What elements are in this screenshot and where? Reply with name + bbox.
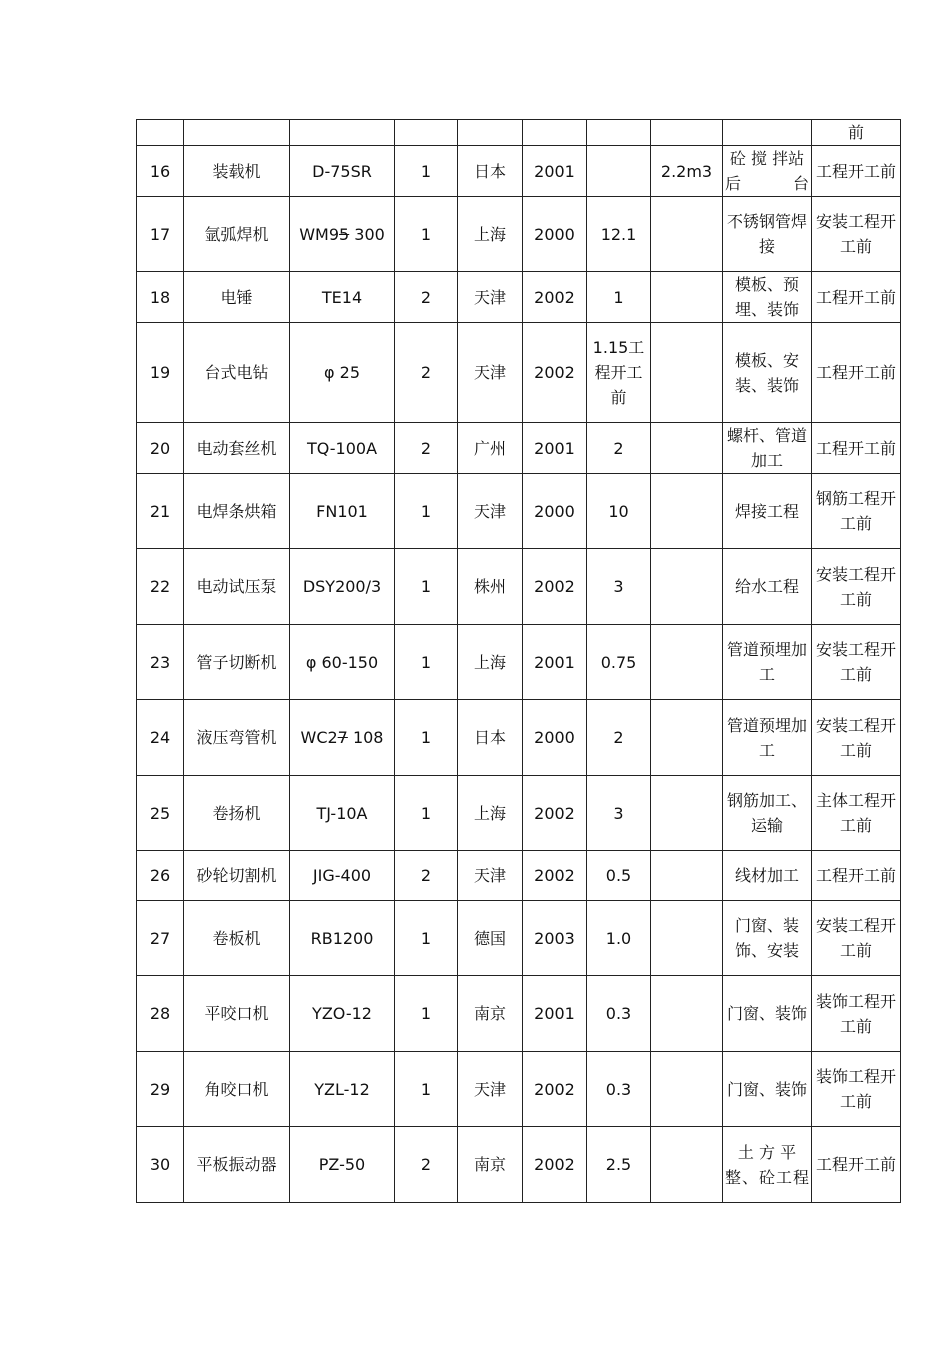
cell-usage: 焊接工程 (723, 474, 812, 549)
cell-model (290, 1127, 395, 1203)
cell-name: 电焊条烘箱 (184, 474, 290, 549)
cell-year: 2001 (523, 423, 587, 474)
cell-qty: 1 (395, 625, 458, 700)
cell-year: 2000 (523, 474, 587, 549)
cell-model (290, 272, 395, 323)
cell-model (290, 197, 395, 272)
cell-usage (723, 120, 812, 146)
cell-origin: 上海 (458, 625, 523, 700)
cell-no: 16 (137, 146, 184, 197)
cell-year: 2002 (523, 272, 587, 323)
cell-qty: 2 (395, 1127, 458, 1203)
cell-power: 1 (587, 272, 651, 323)
cell-year: 2002 (523, 549, 587, 625)
cell-origin: 天津 (458, 474, 523, 549)
model-strike-text: 7 (337, 728, 348, 747)
cell-origin: 南京 (458, 976, 523, 1052)
cell-year: 2002 (523, 323, 587, 423)
cell-capacity (651, 625, 723, 700)
cell-name: 电动套丝机 (184, 423, 290, 474)
table-row (137, 272, 901, 323)
model-text: PZ-50 (318, 1155, 366, 1174)
cell-usage: 模板、安装、装饰 (723, 323, 812, 423)
cell-no: 28 (137, 976, 184, 1052)
cell-power: 0.75 (587, 625, 651, 700)
cell-qty: 1 (395, 197, 458, 272)
cell-time: 工程开工前 (812, 851, 901, 901)
cell-name: 台式电钻 (184, 323, 290, 423)
cell-qty: 2 (395, 272, 458, 323)
table-row (137, 549, 901, 625)
cell-time: 钢筋工程开工前 (812, 474, 901, 549)
cell-name: 电锤 (184, 272, 290, 323)
cell-name: 平板振动器 (184, 1127, 290, 1203)
cell-no: 21 (137, 474, 184, 549)
model-text: WM9 (299, 224, 339, 244)
cell-name: 角咬口机 (184, 1052, 290, 1127)
cell-capacity (651, 474, 723, 549)
cell-model (290, 901, 395, 976)
cell-qty: 1 (395, 901, 458, 976)
cell-year: 2001 (523, 976, 587, 1052)
cell-year: 2002 (523, 776, 587, 851)
cell-time: 工程开工前 (812, 1127, 901, 1203)
cell-no: 20 (137, 423, 184, 474)
cell-name: 平咬口机 (184, 976, 290, 1052)
cell-name: 卷板机 (184, 901, 290, 976)
cell-qty: 2 (395, 851, 458, 901)
cell-usage: 砼 搅 拌站后台 (723, 146, 812, 197)
cell-year: 2002 (523, 851, 587, 901)
cell-time: 安装工程开工前 (812, 197, 901, 272)
cell-no (137, 120, 184, 146)
cell-power (587, 146, 651, 197)
model-text: FN101 (316, 501, 368, 521)
model-text: 300 (349, 224, 385, 244)
table-row (137, 146, 901, 197)
cell-usage: 模板、预埋、装饰 (723, 272, 812, 323)
cell-power: 2.5 (587, 1127, 651, 1203)
model-text: YZO-12 (312, 1004, 372, 1023)
cell-no: 25 (137, 776, 184, 851)
cell-origin: 株州 (458, 549, 523, 625)
table-row (137, 474, 901, 549)
cell-name: 砂轮切割机 (184, 851, 290, 901)
cell-year: 2002 (523, 1052, 587, 1127)
cell-model (290, 323, 395, 423)
model-text: TE14 (321, 287, 363, 307)
cell-time: 安装工程开工前 (812, 700, 901, 776)
cell-power: 0.3 (587, 976, 651, 1052)
cell-no: 27 (137, 901, 184, 976)
table-row (137, 976, 901, 1052)
cell-time: 前 (812, 120, 901, 146)
cell-usage: 门窗、装饰 (723, 976, 812, 1052)
model-text: RB1200 (310, 928, 374, 948)
cell-power: 0.5 (587, 851, 651, 901)
cell-power: 1.0 (587, 901, 651, 976)
equipment-table (136, 119, 901, 1203)
cell-name: 液压弯管机 (184, 700, 290, 776)
cell-no: 23 (137, 625, 184, 700)
table-row (137, 625, 901, 700)
cell-qty: 1 (395, 700, 458, 776)
cell-origin (458, 120, 523, 146)
cell-usage: 螺杆、管道加工 (723, 423, 812, 474)
cell-qty: 2 (395, 423, 458, 474)
model-strike-text: 5 (339, 224, 350, 244)
cell-name: 卷扬机 (184, 776, 290, 851)
cell-name: 氩弧焊机 (184, 197, 290, 272)
cell-time: 工程开工前 (812, 423, 901, 474)
cell-usage: 给水工程 (723, 549, 812, 625)
cell-qty (395, 120, 458, 146)
cell-time: 装饰工程开工前 (812, 1052, 901, 1127)
cell-year: 2000 (523, 197, 587, 272)
model-text: D-75SR (312, 161, 372, 181)
cell-name (184, 120, 290, 146)
cell-usage: 管道预埋加工 (723, 625, 812, 700)
cell-power (587, 120, 651, 146)
table-row (137, 323, 901, 423)
cell-origin: 天津 (458, 1052, 523, 1127)
cell-no: 19 (137, 323, 184, 423)
cell-qty: 1 (395, 976, 458, 1052)
cell-capacity (651, 976, 723, 1052)
cell-capacity (651, 549, 723, 625)
cell-power: 3 (587, 549, 651, 625)
cell-model (290, 851, 395, 901)
cell-capacity (651, 323, 723, 423)
cell-model (290, 700, 395, 776)
table-row (137, 901, 901, 976)
cell-power: 10 (587, 474, 651, 549)
cell-year: 2000 (523, 700, 587, 776)
cell-time: 工程开工前 (812, 146, 901, 197)
model-text: TQ-100A (306, 438, 378, 458)
cell-capacity: 2.2m3 (651, 146, 723, 197)
cell-origin: 广州 (458, 423, 523, 474)
model-text: DSY200/3 (302, 577, 382, 596)
table-row (137, 851, 901, 901)
table-row (137, 776, 901, 851)
cell-capacity (651, 272, 723, 323)
model-text: TJ-10A (316, 803, 368, 823)
cell-origin: 上海 (458, 776, 523, 851)
cell-power: 2 (587, 423, 651, 474)
model-text: JIG-400 (312, 866, 372, 885)
cell-power: 3 (587, 776, 651, 851)
cell-origin: 日本 (458, 146, 523, 197)
cell-capacity (651, 423, 723, 474)
cell-capacity (651, 1052, 723, 1127)
cell-model (290, 146, 395, 197)
cell-no: 30 (137, 1127, 184, 1203)
cell-qty: 1 (395, 146, 458, 197)
model-text: 108 (347, 728, 384, 747)
cell-power: 12.1 (587, 197, 651, 272)
cell-power: 1.15工程开工前 (587, 323, 651, 423)
cell-time: 安装工程开工前 (812, 625, 901, 700)
cell-usage: 门窗、装饰、安装 (723, 901, 812, 976)
cell-qty: 1 (395, 474, 458, 549)
cell-origin: 天津 (458, 272, 523, 323)
cell-no: 29 (137, 1052, 184, 1127)
table-row (137, 1127, 901, 1203)
cell-model (290, 976, 395, 1052)
cell-power: 0.3 (587, 1052, 651, 1127)
cell-name: 电动试压泵 (184, 549, 290, 625)
cell-name: 装载机 (184, 146, 290, 197)
cell-year: 2003 (523, 901, 587, 976)
model-text: YZL-12 (314, 1079, 370, 1099)
cell-qty: 1 (395, 1052, 458, 1127)
cell-model (290, 423, 395, 474)
cell-time: 安装工程开工前 (812, 901, 901, 976)
cell-model (290, 625, 395, 700)
cell-capacity (651, 901, 723, 976)
cell-time: 工程开工前 (812, 272, 901, 323)
cell-usage: 门窗、装饰 (723, 1052, 812, 1127)
cell-model (290, 776, 395, 851)
cell-no: 24 (137, 700, 184, 776)
cell-time: 主体工程开工前 (812, 776, 901, 851)
model-text: φ 60-150 (305, 652, 379, 672)
cell-usage: 钢筋加工、运输 (723, 776, 812, 851)
cell-origin: 德国 (458, 901, 523, 976)
cell-origin: 上海 (458, 197, 523, 272)
cell-capacity (651, 851, 723, 901)
cell-name: 管子切断机 (184, 625, 290, 700)
cell-origin: 天津 (458, 851, 523, 901)
cell-power: 2 (587, 700, 651, 776)
cell-time: 安装工程开工前 (812, 549, 901, 625)
cell-origin: 日本 (458, 700, 523, 776)
table-row-continued (137, 120, 901, 146)
cell-year: 2001 (523, 146, 587, 197)
cell-capacity (651, 700, 723, 776)
cell-time: 装饰工程开工前 (812, 976, 901, 1052)
model-text: φ 25 (324, 363, 360, 382)
cell-usage: 不锈钢管焊接 (723, 197, 812, 272)
table-row (137, 423, 901, 474)
cell-capacity (651, 1127, 723, 1203)
cell-model (290, 1052, 395, 1127)
cell-usage: 管道预埋加工 (723, 700, 812, 776)
cell-qty: 2 (395, 323, 458, 423)
cell-usage: 土 方 平整、砼工程 (723, 1127, 812, 1203)
cell-model (290, 549, 395, 625)
cell-origin: 南京 (458, 1127, 523, 1203)
cell-no: 26 (137, 851, 184, 901)
cell-no: 17 (137, 197, 184, 272)
cell-year: 2001 (523, 625, 587, 700)
cell-model (290, 120, 395, 146)
cell-year: 2002 (523, 1127, 587, 1203)
table-row (137, 1052, 901, 1127)
cell-no: 22 (137, 549, 184, 625)
cell-capacity (651, 120, 723, 146)
cell-year (523, 120, 587, 146)
cell-time: 工程开工前 (812, 323, 901, 423)
cell-model (290, 474, 395, 549)
cell-capacity (651, 197, 723, 272)
table-body (137, 120, 901, 1203)
cell-qty: 1 (395, 776, 458, 851)
model-text: WC2 (300, 728, 338, 747)
table-row (137, 700, 901, 776)
cell-usage: 线材加工 (723, 851, 812, 901)
table-row (137, 197, 901, 272)
cell-no: 18 (137, 272, 184, 323)
cell-qty: 1 (395, 549, 458, 625)
cell-capacity (651, 776, 723, 851)
cell-origin: 天津 (458, 323, 523, 423)
